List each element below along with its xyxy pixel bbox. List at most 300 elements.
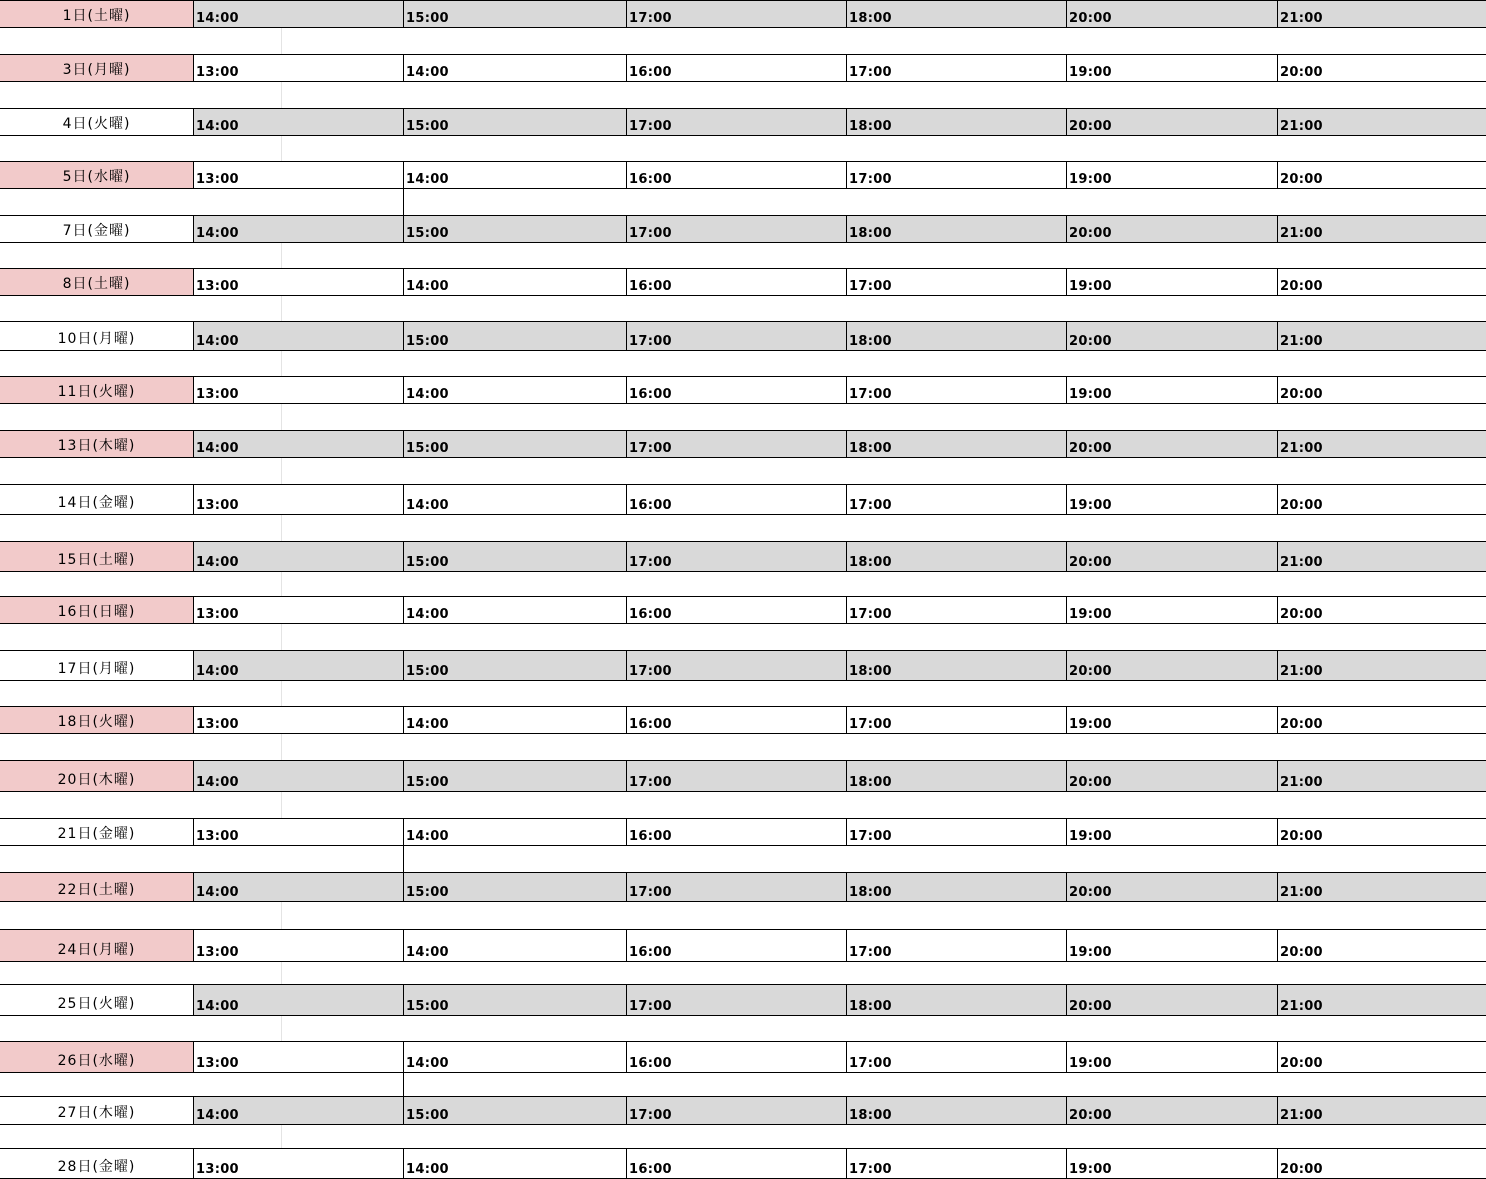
time-cell[interactable] xyxy=(193,485,403,514)
time-cell[interactable] xyxy=(403,761,626,791)
time-cell[interactable] xyxy=(1277,322,1486,350)
time-cell[interactable] xyxy=(846,761,1066,791)
date-cell[interactable] xyxy=(0,55,193,81)
time-cell[interactable] xyxy=(846,162,1066,188)
spacer-row xyxy=(0,242,1486,268)
time-cell[interactable] xyxy=(846,55,1066,81)
date-cell[interactable] xyxy=(0,1042,193,1072)
time-cell[interactable] xyxy=(193,431,403,457)
time-cell[interactable] xyxy=(626,707,846,733)
time-cell[interactable] xyxy=(1066,377,1277,403)
time-label: 17:00 xyxy=(629,11,672,26)
time-label: 20:00 xyxy=(1280,945,1323,960)
time-cell[interactable] xyxy=(403,109,626,135)
time-label: 18:00 xyxy=(849,664,892,679)
time-cell[interactable] xyxy=(403,431,626,457)
spacer-divider xyxy=(281,243,282,268)
time-cell[interactable] xyxy=(403,873,626,901)
date-label: 1日(土曜) xyxy=(62,8,131,24)
spacer-row xyxy=(0,733,1486,760)
spacer-divider xyxy=(281,28,282,54)
time-cell[interactable] xyxy=(1066,930,1277,961)
schedule-row xyxy=(0,108,1486,135)
time-label: 17:00 xyxy=(849,1162,892,1177)
date-label: 8日(土曜) xyxy=(62,276,131,292)
time-cell[interactable] xyxy=(193,55,403,81)
spacer-divider xyxy=(281,572,282,596)
time-cell[interactable] xyxy=(1277,542,1486,571)
time-cell[interactable] xyxy=(846,1149,1066,1178)
time-cell[interactable] xyxy=(403,985,626,1015)
time-cell[interactable] xyxy=(193,597,403,623)
time-label: 16:00 xyxy=(629,1056,672,1071)
time-cell[interactable] xyxy=(626,819,846,845)
time-cell[interactable] xyxy=(1277,55,1486,81)
schedule-row xyxy=(0,541,1486,571)
time-cell[interactable] xyxy=(626,873,846,901)
time-cell[interactable] xyxy=(403,930,626,961)
time-label: 20:00 xyxy=(1280,279,1323,294)
date-cell[interactable] xyxy=(0,216,193,242)
schedule-row xyxy=(0,706,1486,733)
date-cell[interactable] xyxy=(0,1149,193,1178)
time-cell[interactable] xyxy=(403,1149,626,1178)
time-label: 14:00 xyxy=(406,717,449,732)
time-label: 18:00 xyxy=(849,1108,892,1123)
time-label: 14:00 xyxy=(406,1162,449,1177)
time-label: 21:00 xyxy=(1280,334,1323,349)
time-cell[interactable] xyxy=(403,651,626,680)
time-cell[interactable] xyxy=(626,216,846,242)
time-cell[interactable] xyxy=(1066,322,1277,350)
time-label: 15:00 xyxy=(406,664,449,679)
spacer-divider xyxy=(281,1016,282,1041)
spacer-divider xyxy=(281,136,282,161)
date-cell[interactable] xyxy=(0,269,193,295)
time-cell[interactable] xyxy=(403,1097,626,1124)
time-cell[interactable] xyxy=(846,377,1066,403)
time-label: 14:00 xyxy=(196,1108,239,1123)
time-label: 21:00 xyxy=(1280,775,1323,790)
time-label: 13:00 xyxy=(196,945,239,960)
time-label: 20:00 xyxy=(1280,387,1323,402)
time-cell[interactable] xyxy=(1277,377,1486,403)
spacer-row xyxy=(0,457,1486,484)
time-cell[interactable] xyxy=(193,873,403,901)
time-cell[interactable] xyxy=(1066,216,1277,242)
time-cell[interactable] xyxy=(403,542,626,571)
time-label: 20:00 xyxy=(1280,717,1323,732)
date-label: 11日(火曜) xyxy=(57,384,136,400)
time-cell[interactable] xyxy=(846,930,1066,961)
time-cell[interactable] xyxy=(626,542,846,571)
time-label: 17:00 xyxy=(849,1056,892,1071)
time-label: 17:00 xyxy=(629,441,672,456)
time-cell[interactable] xyxy=(626,162,846,188)
time-label: 16:00 xyxy=(629,387,672,402)
time-cell[interactable] xyxy=(403,162,626,188)
time-cell[interactable] xyxy=(626,1097,846,1124)
time-label: 13:00 xyxy=(196,829,239,844)
time-cell[interactable] xyxy=(1066,651,1277,680)
spacer-row xyxy=(0,350,1486,376)
date-cell[interactable] xyxy=(0,322,193,350)
time-cell[interactable] xyxy=(193,707,403,733)
time-label: 13:00 xyxy=(196,172,239,187)
time-label: 15:00 xyxy=(406,441,449,456)
time-cell[interactable] xyxy=(1066,542,1277,571)
time-cell[interactable] xyxy=(1066,1,1277,27)
time-cell[interactable] xyxy=(1066,55,1277,81)
spacer-divider xyxy=(281,404,282,430)
date-cell[interactable] xyxy=(0,431,193,457)
time-label: 15:00 xyxy=(406,119,449,134)
date-label: 16日(日曜) xyxy=(57,604,136,620)
time-label: 21:00 xyxy=(1280,555,1323,570)
time-cell[interactable] xyxy=(1066,873,1277,901)
schedule-row xyxy=(0,161,1486,188)
time-label: 18:00 xyxy=(849,775,892,790)
date-label: 25日(火曜) xyxy=(57,996,136,1012)
time-label: 13:00 xyxy=(196,387,239,402)
time-label: 19:00 xyxy=(1069,279,1112,294)
time-cell[interactable] xyxy=(1066,761,1277,791)
time-label: 17:00 xyxy=(849,607,892,622)
date-label: 17日(月曜) xyxy=(57,661,136,677)
time-cell[interactable] xyxy=(626,269,846,295)
time-cell[interactable] xyxy=(1277,985,1486,1015)
time-cell[interactable] xyxy=(626,109,846,135)
spacer-row xyxy=(0,680,1486,706)
spacer-divider xyxy=(281,681,282,706)
time-label: 15:00 xyxy=(406,1108,449,1123)
time-label: 19:00 xyxy=(1069,717,1112,732)
schedule-row xyxy=(0,818,1486,845)
time-label: 17:00 xyxy=(629,226,672,241)
time-cell[interactable] xyxy=(1277,930,1486,961)
time-cell[interactable] xyxy=(193,761,403,791)
time-cell[interactable] xyxy=(1277,1097,1486,1124)
time-cell[interactable] xyxy=(1277,109,1486,135)
date-label: 3日(月曜) xyxy=(62,62,131,78)
time-cell[interactable] xyxy=(846,985,1066,1015)
time-cell[interactable] xyxy=(846,269,1066,295)
time-label: 20:00 xyxy=(1280,1162,1323,1177)
time-cell[interactable] xyxy=(1066,1042,1277,1072)
time-cell[interactable] xyxy=(193,819,403,845)
time-label: 21:00 xyxy=(1280,885,1323,900)
time-cell[interactable] xyxy=(403,707,626,733)
time-label: 14:00 xyxy=(196,664,239,679)
time-cell[interactable] xyxy=(193,651,403,680)
time-label: 15:00 xyxy=(406,334,449,349)
date-label: 24日(月曜) xyxy=(57,942,136,958)
time-label: 15:00 xyxy=(406,226,449,241)
time-cell[interactable] xyxy=(193,985,403,1015)
time-cell[interactable] xyxy=(846,1097,1066,1124)
date-cell[interactable] xyxy=(0,1097,193,1124)
time-label: 20:00 xyxy=(1280,498,1323,513)
time-label: 20:00 xyxy=(1280,172,1323,187)
time-cell[interactable] xyxy=(403,269,626,295)
time-cell[interactable] xyxy=(1277,431,1486,457)
time-cell[interactable] xyxy=(193,162,403,188)
schedule-row xyxy=(0,1096,1486,1124)
time-label: 19:00 xyxy=(1069,65,1112,80)
time-label: 14:00 xyxy=(406,945,449,960)
time-cell[interactable] xyxy=(846,707,1066,733)
spacer-divider xyxy=(403,189,404,215)
time-label: 13:00 xyxy=(196,65,239,80)
spacer-row xyxy=(0,1015,1486,1041)
spacer-row xyxy=(0,1072,1486,1096)
time-cell[interactable] xyxy=(626,1,846,27)
time-label: 17:00 xyxy=(849,945,892,960)
time-cell[interactable] xyxy=(193,1097,403,1124)
time-label: 14:00 xyxy=(406,387,449,402)
date-cell[interactable] xyxy=(0,930,193,961)
spacer-divider xyxy=(281,82,282,108)
time-cell[interactable] xyxy=(403,322,626,350)
time-cell[interactable] xyxy=(193,322,403,350)
time-cell[interactable] xyxy=(193,269,403,295)
time-label: 20:00 xyxy=(1280,65,1323,80)
time-label: 20:00 xyxy=(1069,555,1112,570)
spacer-divider xyxy=(281,902,282,929)
time-cell[interactable] xyxy=(626,930,846,961)
time-cell[interactable] xyxy=(1066,269,1277,295)
time-cell[interactable] xyxy=(403,819,626,845)
date-cell[interactable] xyxy=(0,985,193,1015)
time-label: 17:00 xyxy=(629,775,672,790)
time-cell[interactable] xyxy=(403,216,626,242)
time-cell[interactable] xyxy=(846,597,1066,623)
schedule-row xyxy=(0,0,1486,27)
time-cell[interactable] xyxy=(1277,485,1486,514)
time-label: 20:00 xyxy=(1069,119,1112,134)
time-cell[interactable] xyxy=(403,55,626,81)
date-cell[interactable] xyxy=(0,873,193,901)
time-cell[interactable] xyxy=(403,485,626,514)
spacer-row xyxy=(0,514,1486,541)
time-label: 13:00 xyxy=(196,279,239,294)
time-cell[interactable] xyxy=(626,431,846,457)
spacer-row xyxy=(0,81,1486,108)
spacer-row xyxy=(0,295,1486,321)
time-label: 14:00 xyxy=(196,226,239,241)
time-cell[interactable] xyxy=(1066,819,1277,845)
time-label: 13:00 xyxy=(196,1056,239,1071)
time-label: 21:00 xyxy=(1280,226,1323,241)
time-cell[interactable] xyxy=(1277,1149,1486,1178)
date-label: 27日(木曜) xyxy=(57,1105,136,1121)
time-cell[interactable] xyxy=(1277,873,1486,901)
date-cell[interactable] xyxy=(0,819,193,845)
spacer-row xyxy=(0,623,1486,650)
time-label: 19:00 xyxy=(1069,829,1112,844)
time-label: 13:00 xyxy=(196,717,239,732)
date-label: 28日(金曜) xyxy=(57,1159,136,1175)
time-cell[interactable] xyxy=(403,1042,626,1072)
time-cell[interactable] xyxy=(193,1149,403,1178)
schedule-row xyxy=(0,929,1486,961)
time-cell[interactable] xyxy=(626,322,846,350)
date-cell[interactable] xyxy=(0,542,193,571)
time-cell[interactable] xyxy=(1277,1,1486,27)
time-cell[interactable] xyxy=(1277,819,1486,845)
time-cell[interactable] xyxy=(1277,597,1486,623)
time-cell[interactable] xyxy=(846,216,1066,242)
time-label: 16:00 xyxy=(629,172,672,187)
time-cell[interactable] xyxy=(1066,162,1277,188)
time-label: 17:00 xyxy=(849,172,892,187)
time-cell[interactable] xyxy=(193,216,403,242)
time-label: 14:00 xyxy=(406,829,449,844)
time-cell[interactable] xyxy=(1277,761,1486,791)
date-label: 20日(木曜) xyxy=(57,772,136,788)
time-cell[interactable] xyxy=(1066,707,1277,733)
time-cell[interactable] xyxy=(626,985,846,1015)
time-label: 14:00 xyxy=(406,279,449,294)
time-cell[interactable] xyxy=(626,761,846,791)
time-cell[interactable] xyxy=(1066,485,1277,514)
time-cell[interactable] xyxy=(1066,1149,1277,1178)
date-label: 18日(火曜) xyxy=(57,714,136,730)
time-cell[interactable] xyxy=(193,1042,403,1072)
time-cell[interactable] xyxy=(846,819,1066,845)
time-cell[interactable] xyxy=(403,597,626,623)
time-cell[interactable] xyxy=(1066,1097,1277,1124)
time-cell[interactable] xyxy=(1277,651,1486,680)
time-label: 20:00 xyxy=(1069,441,1112,456)
spacer-divider xyxy=(281,734,282,760)
time-cell[interactable] xyxy=(1066,597,1277,623)
spacer-row xyxy=(0,1124,1486,1148)
time-cell[interactable] xyxy=(846,322,1066,350)
time-label: 21:00 xyxy=(1280,999,1323,1014)
spacer-divider xyxy=(281,296,282,321)
date-cell[interactable] xyxy=(0,761,193,791)
time-label: 20:00 xyxy=(1280,607,1323,622)
time-cell[interactable] xyxy=(626,485,846,514)
time-cell[interactable] xyxy=(846,542,1066,571)
time-cell[interactable] xyxy=(1066,109,1277,135)
time-cell[interactable] xyxy=(193,109,403,135)
time-label: 14:00 xyxy=(196,775,239,790)
time-label: 17:00 xyxy=(629,999,672,1014)
time-cell[interactable] xyxy=(626,651,846,680)
time-label: 20:00 xyxy=(1069,1108,1112,1123)
time-cell[interactable] xyxy=(193,1,403,27)
time-cell[interactable] xyxy=(626,1149,846,1178)
time-label: 18:00 xyxy=(849,334,892,349)
time-cell[interactable] xyxy=(846,651,1066,680)
time-label: 20:00 xyxy=(1069,775,1112,790)
schedule-row xyxy=(0,760,1486,791)
time-cell[interactable] xyxy=(1277,1042,1486,1072)
date-cell[interactable] xyxy=(0,162,193,188)
time-label: 14:00 xyxy=(406,172,449,187)
time-cell[interactable] xyxy=(1277,216,1486,242)
time-cell[interactable] xyxy=(846,1,1066,27)
time-label: 20:00 xyxy=(1069,226,1112,241)
time-label: 17:00 xyxy=(629,1108,672,1123)
time-cell[interactable] xyxy=(1277,162,1486,188)
time-label: 17:00 xyxy=(629,119,672,134)
time-label: 14:00 xyxy=(406,1056,449,1071)
schedule-row xyxy=(0,872,1486,901)
spacer-divider xyxy=(403,846,404,872)
time-cell[interactable] xyxy=(626,597,846,623)
time-cell[interactable] xyxy=(626,377,846,403)
spacer-divider xyxy=(281,624,282,650)
time-label: 16:00 xyxy=(629,945,672,960)
time-label: 19:00 xyxy=(1069,607,1112,622)
date-label: 14日(金曜) xyxy=(57,495,136,511)
time-cell[interactable] xyxy=(403,1,626,27)
spacer-row xyxy=(0,791,1486,818)
date-label: 13日(木曜) xyxy=(57,438,136,454)
schedule-row xyxy=(0,54,1486,81)
spacer-divider xyxy=(281,458,282,484)
time-cell[interactable] xyxy=(193,377,403,403)
date-cell[interactable] xyxy=(0,1,193,27)
time-label: 13:00 xyxy=(196,607,239,622)
time-cell[interactable] xyxy=(846,109,1066,135)
schedule-row xyxy=(0,376,1486,403)
time-cell[interactable] xyxy=(846,431,1066,457)
time-label: 18:00 xyxy=(849,119,892,134)
time-cell[interactable] xyxy=(193,930,403,961)
date-cell[interactable] xyxy=(0,597,193,623)
time-cell[interactable] xyxy=(626,55,846,81)
time-label: 20:00 xyxy=(1069,334,1112,349)
time-label: 15:00 xyxy=(406,775,449,790)
time-cell[interactable] xyxy=(193,542,403,571)
time-cell[interactable] xyxy=(403,377,626,403)
time-label: 14:00 xyxy=(406,65,449,80)
time-cell[interactable] xyxy=(626,1042,846,1072)
time-label: 18:00 xyxy=(849,441,892,456)
date-cell[interactable] xyxy=(0,707,193,733)
date-cell[interactable] xyxy=(0,377,193,403)
time-label: 17:00 xyxy=(849,65,892,80)
time-label: 17:00 xyxy=(629,334,672,349)
time-cell[interactable] xyxy=(1066,985,1277,1015)
time-label: 14:00 xyxy=(196,334,239,349)
time-label: 19:00 xyxy=(1069,387,1112,402)
schedule-row xyxy=(0,1041,1486,1072)
time-label: 16:00 xyxy=(629,829,672,844)
time-cell[interactable] xyxy=(846,1042,1066,1072)
spacer-row xyxy=(0,961,1486,984)
date-cell[interactable] xyxy=(0,485,193,514)
date-label: 7日(金曜) xyxy=(62,223,131,239)
date-cell[interactable] xyxy=(0,651,193,680)
time-cell[interactable] xyxy=(846,485,1066,514)
date-label: 15日(土曜) xyxy=(57,552,136,568)
time-label: 17:00 xyxy=(629,664,672,679)
schedule-row xyxy=(0,1148,1486,1178)
time-cell[interactable] xyxy=(846,873,1066,901)
time-cell[interactable] xyxy=(1277,269,1486,295)
time-label: 18:00 xyxy=(849,11,892,26)
spacer-row xyxy=(0,571,1486,596)
date-cell[interactable] xyxy=(0,109,193,135)
time-label: 19:00 xyxy=(1069,945,1112,960)
time-cell[interactable] xyxy=(1277,707,1486,733)
time-cell[interactable] xyxy=(1066,431,1277,457)
